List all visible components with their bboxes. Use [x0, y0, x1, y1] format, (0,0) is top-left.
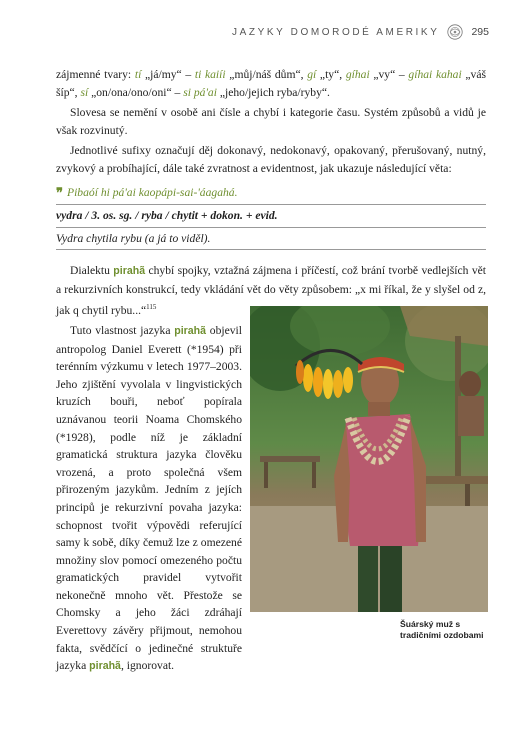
paragraph-suffixes: Jednotlivé sufixy označují děj dokonavý, nedokonavý, opakovaný, přerušovaný, nutný, zvykový a probíhající, dále také zvratnost a evidentnost, jak ukazuje následující věta:: [56, 144, 486, 175]
paragraph-pronouns: zájmenné tvary: tí „já/my“ – ti kaiíi „můj/náš dům“, gí „ty“, gíhai „vy“ – gíhai kahai „váš šíp“, sí „on/ona/ono/oni“ – si pá'ai „jeho/jejich ryba/ryby“.: [56, 68, 486, 99]
ornament-emblem-icon: [447, 24, 463, 40]
running-title: JAZYKY DOMORODÉ AMERIKY: [232, 26, 440, 38]
example-source: Pibaóí hi pá'ai kaopápi-sai-'áagahá.: [67, 185, 238, 199]
column-everett: [56, 322, 242, 676]
example-translation: Vydra chytila rybu (a já to viděl).: [56, 228, 486, 251]
figure-caption: Šuárský muž s tradičními ozdobami: [400, 619, 484, 640]
quote-mark-icon: ❞: [56, 184, 63, 200]
page-number: 295: [471, 26, 489, 38]
paragraph-verbs: Slovesa se nemění v osobě ani čísle a chybí i kategorie času. Systém způsobů a vidů je však rozvinutý.: [56, 106, 486, 137]
example-sentence: [56, 184, 486, 251]
running-header: [232, 24, 489, 40]
paragraph-recursion: Dialektu pirahã chybí spojky, vztažná zájmena i příčestí, což brání tvorbě vedlejších vět a rekurzivních konstrukcí, tedy vkládání vět do věty způsobem: „x mi říkal, že y slyšel od z, jak q chytil rybu...“$^{115}$: [56, 264, 486, 317]
paragraph-everett: Tuto vlastnost jazyka pirahã objevil antropolog Daniel Everett (*1954) při terénním výzkumu v letech 1977–2003. Jeho zjištění vyvolala v lingvistických kruzích bouři, neboť popírala uznávanou teorii Noama Chomského (*1928), podle níž je základní gramatická struktura jazyka člověku vrozená, a proto společná všem přirozeným jazykům. Jedním z jejích principů je rekurzivní povaha jazyka: schopnost tvořit výpovědi referující samy k sobě, díky čemuž lze z omezené množiny slov pomocí omezeného počtu gramatických pravidel vytvořit nekonečně mnoho vět. Přestože se Chomsky a jeho žáci zdráhají Everettovy závěry přijmout, nemohou fakta, svědčící o jedinečné struktuře jazyka pirahã, ignorovat.: [56, 323, 242, 673]
figure-photo: [250, 306, 488, 612]
shuar-man-image: [250, 306, 488, 612]
footnote-ref: 115: [146, 302, 157, 311]
example-gloss: vydra / 3. os. sg. / ryba / chytit + dokon. + evid.: [56, 205, 486, 228]
